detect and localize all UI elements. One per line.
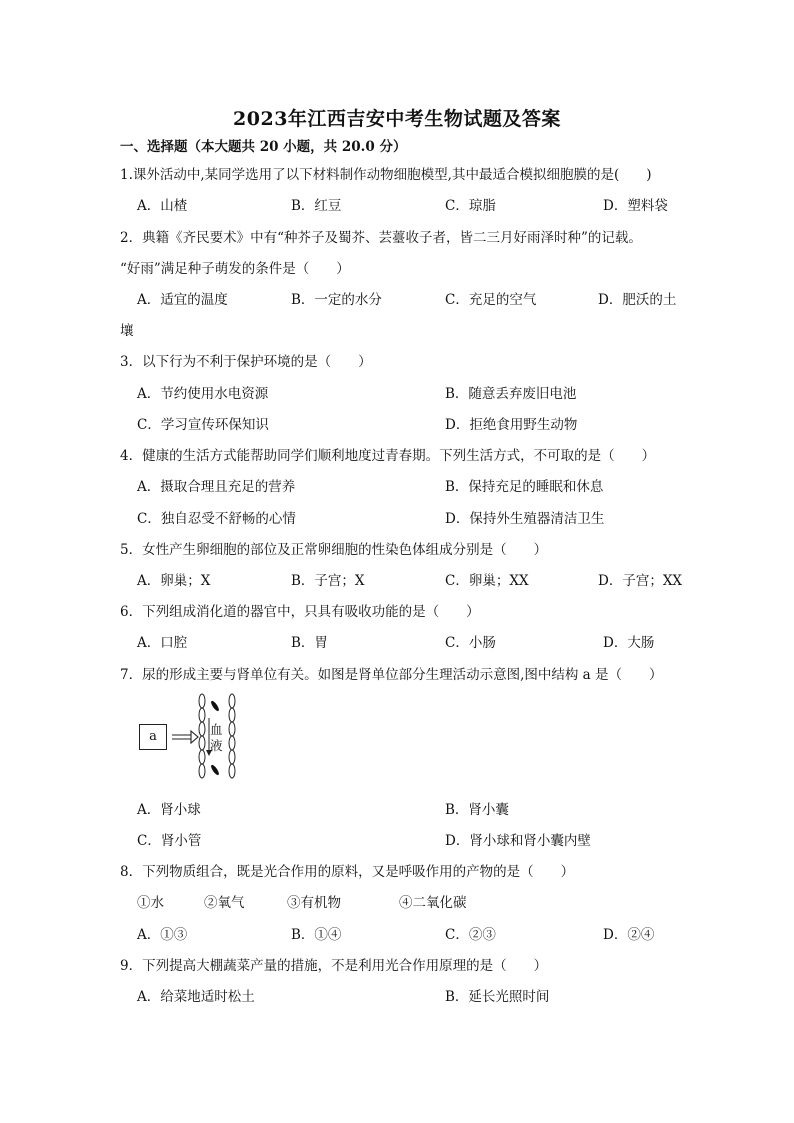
q6-option-b: B．胃 <box>291 635 328 651</box>
q5-option-c: C．卵巢；XX <box>445 573 529 589</box>
q3-option-d: D．拒绝食用野生动物 <box>445 417 578 433</box>
q2-option-c: C．充足的空气 <box>445 292 537 308</box>
question-9-stem: 9．下列提高大棚蔬菜产量的措施，不是利用光合作用原理的是（ ） <box>120 958 548 974</box>
question-7-stem: 7．尿的形成主要与肾单位有关。如图是肾单位部分生理活动示意图,图中结构 a 是（ ） <box>120 667 663 683</box>
q3-option-c: C．学习宣传环保知识 <box>137 417 269 433</box>
blood-label-2: 液 <box>210 738 223 753</box>
q4-option-d: D．保持外生殖器清洁卫生 <box>445 511 605 527</box>
question-4-stem: 4．健康的生活方式能帮助同学们顺利地度过青春期。下列生活方式，不可取的是（ ） <box>120 448 656 464</box>
q8-option-d: D．②④ <box>603 927 655 943</box>
question-6-stem: 6．下列组成消化道的器官中，只具有吸收功能的是（ ） <box>120 604 480 620</box>
q3-option-b: B．随意丢弃废旧电池 <box>445 386 577 402</box>
q7-option-b: B．肾小囊 <box>445 802 509 818</box>
question-8-stem: 8．下列物质组合，既是光合作用的原料，又是呼吸作用的产物的是（ ） <box>120 864 575 880</box>
q8-item-3: ③有机物 <box>287 895 341 911</box>
q2-option-d-wrap: 壤 <box>120 323 134 339</box>
nephron-diagram-drawing <box>134 692 254 786</box>
q1-option-a: A．山楂 <box>137 198 188 214</box>
q6-option-a: A．口腔 <box>137 635 188 651</box>
q4-option-c: C．独自忍受不舒畅的心情 <box>137 511 296 527</box>
hollow-arrow-icon <box>172 731 198 743</box>
q4-option-a: A．摄取合理且充足的营养 <box>137 479 296 495</box>
q9-option-a: A．给菜地适时松土 <box>137 989 255 1005</box>
question-2-stem-line2: “好雨”满足种子萌发的条件是（ ） <box>120 261 350 277</box>
q4-option-b: B．保持充足的睡眠和休息 <box>445 479 604 495</box>
q7-option-d: D．肾小球和肾小囊内壁 <box>445 833 591 849</box>
q8-option-a: A．①③ <box>137 927 188 943</box>
blood-label-1: 血 <box>210 722 223 737</box>
section-heading: 一、选择题（本大题共 20 小题，共 20.0 分） <box>120 139 407 155</box>
q2-option-d: D．肥沃的土 <box>598 292 677 308</box>
question-2-stem: 2．典籍《齐民要术》中有“种芥子及蜀芥、芸薹收子者，皆二三月好雨泽时种”的记载。 <box>120 230 642 246</box>
page-title: 2023年江西吉安中考生物试题及答案 <box>233 108 561 130</box>
q1-option-c: C．琼脂 <box>445 198 496 214</box>
q6-option-d: D．大肠 <box>603 635 655 651</box>
q2-option-a: A．适宜的温度 <box>137 292 228 308</box>
q8-item-4: ④二氧化碳 <box>399 895 467 911</box>
q8-option-b: B．①④ <box>291 927 342 943</box>
q7-option-a: A．肾小球 <box>137 802 201 818</box>
q5-option-d: D．子宫；XX <box>598 573 683 589</box>
q7-option-c: C．肾小管 <box>137 833 202 849</box>
q6-option-c: C．小肠 <box>445 635 496 651</box>
question-1-stem: 1.课外活动中,某同学选用了以下材料制作动物细胞模型,其中最适合模拟细胞膜的是( ) <box>120 167 652 183</box>
q8-item-1: ①水 <box>137 895 164 911</box>
q8-option-c: C．②③ <box>445 927 496 943</box>
structure-a-box: a <box>139 724 167 750</box>
q8-item-2: ②氧气 <box>204 895 245 911</box>
q1-option-b: B．红豆 <box>291 198 342 214</box>
q1-option-d: D．塑料袋 <box>603 198 668 214</box>
q2-option-b: B．一定的水分 <box>291 292 382 308</box>
q5-option-b: B．子宫；X <box>291 573 365 589</box>
q9-option-b: B．延长光照时间 <box>445 989 550 1005</box>
question-3-stem: 3．以下行为不利于保护环境的是（ ） <box>120 354 372 370</box>
nephron-diagram <box>134 692 254 786</box>
vessel-wall-right <box>229 694 235 778</box>
q5-option-a: A．卵巢；X <box>137 573 211 589</box>
vessel-wall-left <box>199 694 205 778</box>
question-5-stem: 5．女性产生卵细胞的部位及正常卵细胞的性染色体组成分别是（ ） <box>120 542 548 558</box>
q3-option-a: A．节约使用水电资源 <box>137 386 269 402</box>
